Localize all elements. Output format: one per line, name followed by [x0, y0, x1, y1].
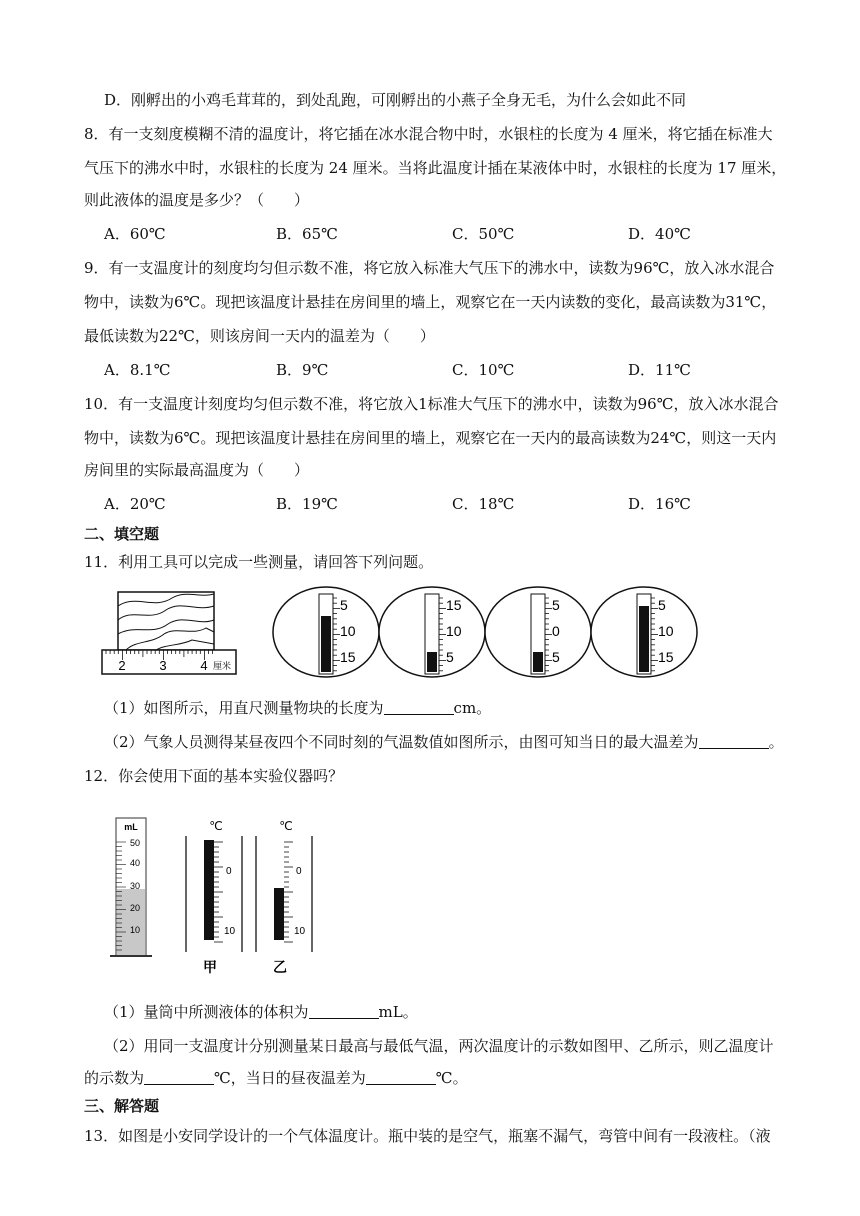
q10-stem-line1: 10．有一支温度计刻度均匀但示数不准，将它放入1标准大气压下的沸水中，读数为96℃，放入冰水混合: [84, 395, 779, 413]
section-fill-in-title: 二、填空题: [84, 525, 160, 543]
q7-option-d: D．刚孵出的小鸡毛茸茸的，到处乱跑，可刚孵出的小燕子全身无毛，为什么会如此不同: [104, 91, 687, 109]
dial-1-label-bot: 15: [340, 649, 356, 665]
q8-stem-line3: 则此液体的温度是多少？（ ）: [84, 191, 310, 209]
mercury-column: [427, 652, 437, 672]
q8-option-b[interactable]: B．65℃: [276, 225, 338, 243]
q9-option-b[interactable]: B．9℃: [276, 361, 329, 379]
dial-3-label-top: 5: [552, 597, 560, 613]
q12-part1-answer-blank[interactable]: [309, 1004, 379, 1019]
q12-figure: [106, 812, 326, 978]
wood-block: [118, 592, 214, 650]
therm-yi-unit: ℃: [279, 819, 293, 833]
q9-stem-line2: 物中，读数为6℃。现把该温度计悬挂在房间里的墙上，观察它在一天内读数的变化，最高读数为31℃，: [84, 293, 777, 311]
section-answer-title: 三、解答题: [84, 1097, 160, 1115]
therm-jia-column: [204, 840, 214, 940]
ruler-label-2: 2: [118, 658, 126, 673]
mercury-column: [321, 616, 331, 672]
cylinder-label-20: 20: [130, 903, 141, 913]
ruler: [102, 650, 236, 674]
therm-jia-unit: ℃: [209, 819, 223, 833]
therm-jia-label-10: 10: [224, 926, 236, 937]
therm-jia-label-0: 0: [226, 866, 232, 877]
q9-option-c[interactable]: C．10℃: [452, 361, 515, 379]
q10-stem-line3: 房间里的实际最高温度为（ ）: [84, 461, 310, 479]
cylinder-liquid: [117, 889, 145, 955]
cylinder-label-10: 10: [130, 925, 141, 935]
ruler-unit: 厘米: [212, 661, 232, 671]
thermometer-yi: [256, 819, 312, 975]
q10-option-c[interactable]: C．18℃: [452, 495, 515, 513]
q8-option-a[interactable]: A．60℃: [104, 225, 166, 243]
dial-1-label-top: 5: [340, 597, 348, 613]
thermometer-dial-1: [273, 587, 379, 677]
mercury-column: [639, 606, 649, 672]
q12-part1: （1）量筒中所测液体的体积为 mL。: [104, 1003, 418, 1021]
q10-option-a[interactable]: A．20℃: [104, 495, 166, 513]
q10-options: [104, 494, 824, 514]
q8-option-c[interactable]: C．50℃: [452, 225, 515, 243]
thermometer-dial-3: [485, 587, 591, 677]
q10-option-b[interactable]: B．19℃: [276, 495, 338, 513]
q12-part2-line2: 的示数为 ℃，当日的昼夜温差为 ℃。: [84, 1069, 468, 1087]
ruler-label-4: 4: [200, 658, 208, 673]
dial-2-label-top: 15: [446, 597, 462, 613]
q8-options: [104, 224, 824, 244]
q8-option-d[interactable]: D．40℃: [628, 225, 691, 243]
ruler-label-3: 3: [159, 658, 167, 673]
therm-yi-label-0: 0: [296, 866, 302, 877]
thermometer-jia: [186, 819, 242, 975]
q12-stem: 12．你会使用下面的基本实验仪器吗？: [84, 767, 344, 785]
dial-4-label-mid: 10: [658, 623, 674, 639]
q9-option-a[interactable]: A．8.1℃: [104, 361, 171, 379]
dial-2-label-mid: 10: [446, 623, 462, 639]
q11-figure: [96, 584, 736, 684]
graduated-cylinder: [110, 818, 152, 956]
q11-part1-answer-blank[interactable]: [384, 700, 454, 715]
dial-3-label-mid: 0: [552, 623, 560, 639]
cylinder-label-40: 40: [130, 858, 141, 868]
dial-2-label-bot: 5: [446, 649, 454, 665]
thermometer-dial-2: [379, 587, 485, 677]
dial-1-label-mid: 10: [340, 623, 356, 639]
q9-stem-line3: 最低读数为22℃，则该房间一天内的温差为（ ）: [84, 327, 435, 345]
q9-options: [104, 360, 824, 380]
therm-yi-caption: 乙: [273, 959, 287, 975]
dial-4-label-bot: 15: [658, 649, 674, 665]
q9-stem-line1: 9．有一支温度计的刻度均匀但示数不准，将它放入标准大气压下的沸水中，读数为96℃，放入冰水混合: [84, 259, 775, 277]
therm-yi-column: [274, 888, 284, 940]
q8-stem-line2: 气压下的沸水中时，水银柱的长度为 24 厘米。当将此温度计插在某液体中时，水银柱的长度为 17 厘米，: [84, 159, 787, 177]
therm-jia-caption: 甲: [203, 959, 217, 975]
q10-option-d[interactable]: D．16℃: [628, 495, 691, 513]
q11-part1: （1）如图所示，用直尺测量物块的长度为 cm。: [104, 699, 492, 717]
q10-stem-line2: 物中，读数为6℃。现把该温度计悬挂在房间里的墙上，观察它在一天内的最高读数为24℃，则这一天内: [84, 429, 777, 447]
q11-part2: （2）气象人员测得某昼夜四个不同时刻的气温数值如图所示，由图可知当日的最大温差为 。: [104, 733, 784, 751]
thermometer-dial-4: [591, 587, 697, 677]
cylinder-unit: mL: [124, 822, 138, 832]
q11-part2-answer-blank[interactable]: [699, 734, 769, 749]
q12-part2-line1: （2）用同一支温度计分别测量某日最高与最低气温，两次温度计的示数如图甲、乙所示，则乙温度计: [104, 1037, 774, 1055]
mercury-column: [533, 652, 543, 672]
dial-3-label-bot: 5: [552, 649, 560, 665]
q11-stem: 11．利用工具可以完成一些测量，请回答下列问题。: [84, 553, 434, 571]
q8-stem-line1: 8．有一支刻度模糊不清的温度计，将它插在冰水混合物中时，水银柱的长度为 4 厘米，将它插在标准大: [84, 125, 773, 143]
cylinder-label-30: 30: [130, 881, 141, 891]
therm-yi-label-10: 10: [294, 926, 306, 937]
q12-part2-answer-blank-1[interactable]: [144, 1070, 214, 1085]
cylinder-label-50: 50: [130, 838, 141, 848]
q13-stem-line1: 13．如图是小安同学设计的一个气体温度计。瓶中装的是空气，瓶塞不漏气，弯管中间有一段液柱。（液: [84, 1127, 771, 1145]
q9-option-d[interactable]: D．11℃: [628, 361, 691, 379]
q12-part2-answer-blank-2[interactable]: [366, 1070, 436, 1085]
dial-4-label-top: 5: [658, 597, 666, 613]
